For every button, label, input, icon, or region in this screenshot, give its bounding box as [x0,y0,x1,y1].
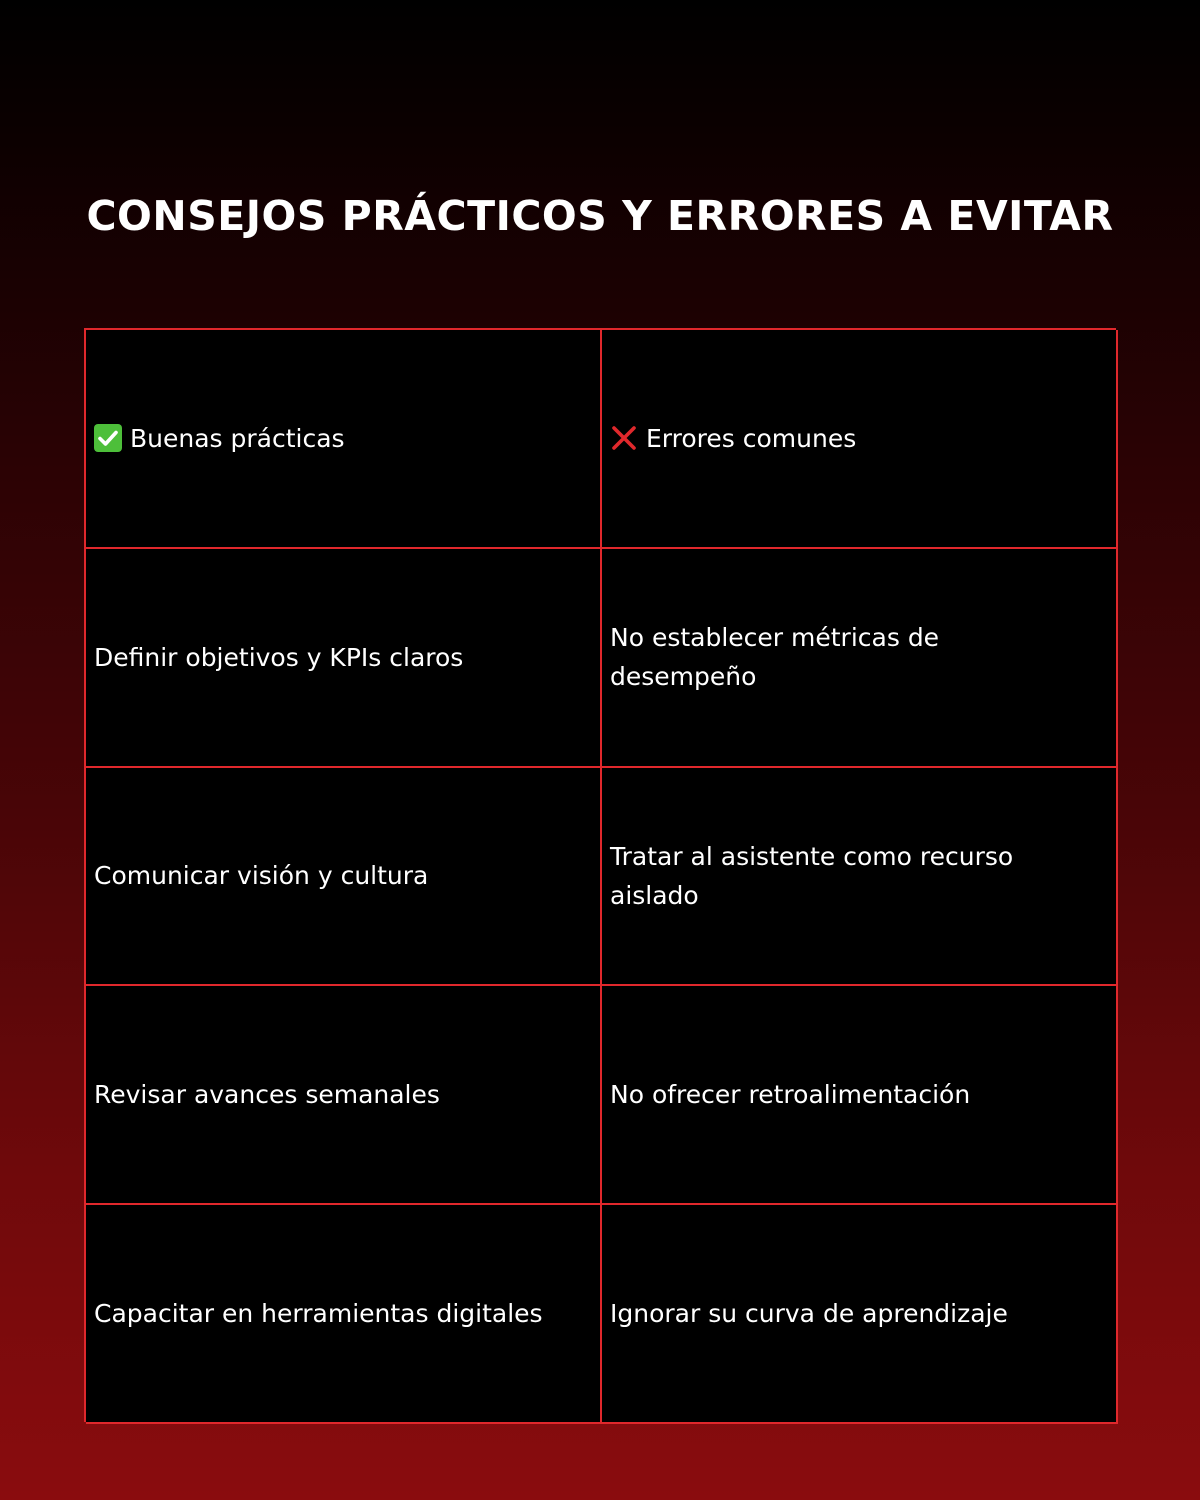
check-mark-icon [94,424,122,452]
common-error-text: No establecer métricas de desempeño [610,623,940,692]
table-cell [86,986,602,1205]
table-cell [86,1205,602,1424]
table-cell [602,1205,1118,1424]
good-practice-text: Comunicar visión y cultura [94,861,429,891]
header-cell-common-errors [602,330,1118,549]
cross-mark-icon [610,424,638,452]
header-cell-good-practices [86,330,602,549]
table-cell [602,549,1118,768]
page-title: CONSEJOS PRÁCTICOS Y ERRORES A EVITAR [86,192,1114,240]
common-error-text: Ignorar su curva de aprendizaje [610,1299,1008,1329]
header-label-good-practices: Buenas prácticas [130,423,345,453]
comparison-table [84,328,1116,1422]
header-label-common-errors: Errores comunes [646,423,857,453]
table-cell [602,986,1118,1205]
table-cell [86,549,602,768]
common-error-text: No ofrecer retroalimentación [610,1080,971,1110]
good-practice-text: Revisar avances semanales [94,1080,440,1110]
table-cell [602,768,1118,987]
table-cell [86,768,602,987]
good-practice-text: Capacitar en herramientas digitales [94,1299,543,1329]
good-practice-text: Definir objetivos y KPIs claros [94,642,464,672]
common-error-text: Tratar al asistente como recurso aislado [610,841,1014,910]
